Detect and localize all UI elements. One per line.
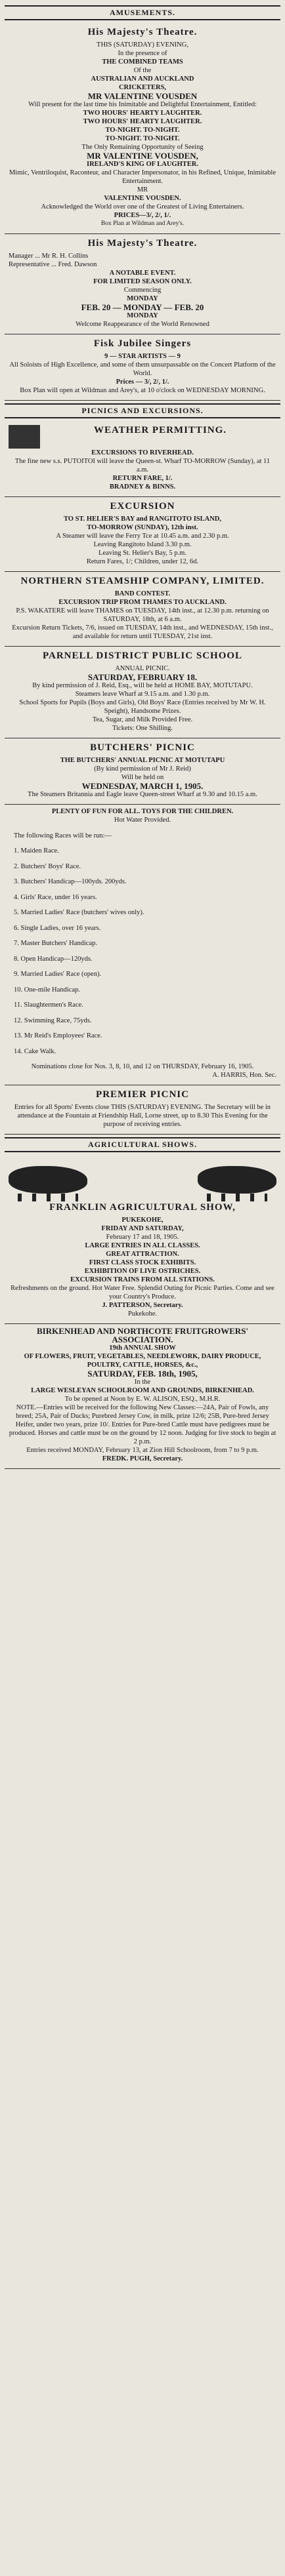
text-line: In the — [134, 1379, 151, 1386]
text-line: (By kind permission of Mr J. Reid) — [94, 765, 191, 773]
list-item: 6. Single Ladies, over 16 years. — [14, 924, 101, 932]
text-line: Acknowledged the World over one of the Greatest of Living Entertainers. — [41, 203, 244, 211]
text-line: NOTE.—Entries will be received for the following New Classes:—24A, Pair of Fowls, any breed; 25A, Pair of Ducks; Purebred Jersey Cow, in milk, prize 12/6; 25B, Pure-bred Jersey Heifer, under two years, prize 10/. Entries for Pure-bred Cattle must have pedigrees must be produced. Horses and cattle must be on the ground by 12 noon. Judging for live stock to begin at 2 p.m. — [9, 1404, 278, 1445]
text-line: By kind permission of J. Reid, Esq., will be held at HOME BAY, MOTUTAPU. — [32, 682, 253, 689]
text-line: MONDAY — [127, 312, 158, 319]
list-item: 11. Slaughtermen's Race. — [14, 1001, 83, 1009]
list-item: 4. Girls' Race, under 16 years. — [14, 893, 97, 901]
text-line: Welcome Reappearance of the World Renowned — [76, 321, 209, 328]
text-line: The Only Remaining Opportunity of Seeing — [81, 144, 204, 151]
text-line: Return Fares, 1/; Children, under 12, 6d. — [86, 558, 199, 565]
text-line: In the presence of — [118, 50, 167, 57]
text-line: Tea, Sugar, and Milk Provided Free. — [92, 716, 193, 723]
ad-title: Fisk Jubilee Singers — [93, 338, 192, 349]
text-line: The fine new s.s. PUTOITOI will leave the Queen-st. Wharf TO-MORROW (Sunday), at 11 a.m. — [14, 458, 272, 473]
text-line: FIRST CLASS STOCK EXHIBITS. — [89, 1259, 196, 1266]
ad-title: His Majesty's Theatre. — [87, 27, 198, 37]
text-line: EXCURSIONS TO RIVERHEAD. — [91, 449, 194, 456]
text-line: FOR LIMITED SEASON ONLY. — [93, 278, 192, 285]
text-line: Nominations close for Nos. 3, 8, 10, and 12 on THURSDAY, February 16, 1905. — [31, 1063, 254, 1070]
text-line: TO-NIGHT. TO-NIGHT. — [105, 135, 180, 142]
ad-title: WEATHER PERMITTING. — [93, 425, 227, 435]
list-item: 8. Open Handicap—120yds. — [14, 955, 93, 963]
text-line: Entries for all Sports' Events close THIS (SATURDAY) EVENING. The Secretary will be in attendance at the Fountain at Friendship Hall, Lorne street, up to 8.30 This Evening for the purpose of receiving entries. — [14, 1104, 273, 1128]
ad-franklin-show — [5, 1155, 280, 1324]
text-line: GREAT ATTRACTION. — [106, 1251, 179, 1258]
text-line: SATURDAY, FEBRUARY 18. — [87, 672, 198, 682]
text-line: FREDK. PUGH, Secretary. — [102, 1455, 183, 1462]
text-line: A. HARRIS, Hon. Sec. — [212, 1072, 276, 1079]
ad-title: His Majesty's Theatre. — [87, 238, 198, 249]
text-line: Entries received MONDAY, February 13, at Zion Hill Schoolroom, from 7 to 9 p.m. — [26, 1447, 259, 1454]
text-line: 9 — STAR ARTISTS — 9 — [104, 353, 181, 360]
text-line: A NOTABLE EVENT. — [109, 270, 176, 277]
text-line: Box Plan at Wildman and Arey's. — [100, 220, 185, 227]
ad-butchers-races — [5, 805, 280, 1085]
text-line: MR VALENTINE VOUSDEN, — [87, 151, 198, 161]
text-line: Prices — 3/, 2/, 1/. — [116, 378, 169, 386]
text-line: BRADNEY & BINNS. — [109, 483, 176, 491]
text-line: PRICES—3/, 2/, 1/. — [114, 212, 171, 219]
ad-northern-steamship — [5, 572, 280, 647]
cattle-illustration — [9, 1166, 87, 1194]
ad-butchers-picnic — [5, 738, 280, 805]
list-item: 1. Maiden Race. — [14, 847, 59, 855]
text-line: Manager ... Mr R. H. Collins — [9, 252, 89, 260]
text-line: 19th ANNUAL SHOW — [109, 1344, 176, 1352]
ad-weather-permitting — [5, 421, 280, 497]
text-line: To be opened at Noon by E. W. ALISON, ESQ., M.H.R. — [64, 1396, 221, 1403]
text-line: Representative ... Fred. Dawson — [9, 261, 97, 268]
text-line: MR VALENTINE VOUSDEN — [87, 91, 198, 101]
ad-majestys-theatre-vousden — [5, 23, 280, 234]
text-line: FEB. 20 — MONDAY — FEB. 20 — [81, 302, 204, 312]
weather-icon — [9, 425, 40, 449]
text-line: BAND CONTEST. — [114, 590, 171, 597]
text-line: MR — [137, 186, 148, 193]
ad-parnell-school-picnic — [5, 647, 280, 738]
text-line: Hot Water Provided. — [114, 816, 171, 824]
text-line: EXHIBITION OF LIVE OSTRICHES. — [84, 1268, 201, 1275]
text-line: SATURDAY, FEB. 18th, 1905, — [87, 1369, 198, 1379]
text-line: TO-NIGHT. TO-NIGHT. — [105, 127, 180, 134]
text-line: PUKEKOHE, — [121, 1217, 164, 1224]
text-line: EXCURSION TRIP FROM THAMES TO AUCKLAND. — [58, 599, 227, 606]
text-line: J. PATTERSON, Secretary. — [102, 1302, 183, 1309]
list-item: 2. Butchers' Boys' Race. — [14, 862, 81, 870]
list-item: 7. Master Butchers' Handicap. — [14, 940, 97, 947]
text-line: TWO HOURS' HEARTY LAUGHTER. — [83, 110, 202, 117]
ad-fisk-jubilee-singers — [5, 334, 280, 401]
text-line: Leaving St. Helier's Bay, 5 p.m. — [99, 550, 186, 557]
text-line: LARGE ENTRIES IN ALL CLASSES. — [85, 1242, 200, 1249]
ad-title: PREMIER PICNIC — [96, 1089, 189, 1100]
text-line: TO-MORROW (SUNDAY), 12th inst. — [87, 524, 198, 531]
text-line: Of the — [133, 67, 152, 74]
text-line: LARGE WESLEYAN SCHOOLROOM AND GROUNDS, BIRKENHEAD. — [31, 1387, 254, 1394]
text-line: Leaving Rangitoto Island 3.30 p.m. — [93, 541, 192, 548]
text-line: PLENTY OF FUN FOR ALL. TOYS FOR THE CHILDREN. — [51, 808, 234, 815]
ad-birkenhead-show — [5, 1324, 280, 1469]
text-line: Commencing — [123, 287, 162, 294]
text-line: The Steamers Britannia and Eagle leave Queen-street Wharf at 9.30 and 10.15 a.m. — [28, 791, 257, 798]
text-line: THE BUTCHERS' ANNUAL PICNIC AT MOTUTAPU — [60, 757, 225, 764]
text-line: BIRKENHEAD AND NORTHCOTE FRUITGROWERS' ASSOCIATION. — [36, 1326, 250, 1344]
text-line: Excursion Return Tickets, 7/6, issued on TUESDAY, 14th inst., and WEDNESDAY, 15th inst., and available for return until TUESDAY, 21st inst. — [12, 624, 275, 640]
text-line: Mimic, Ventriloquist, Raconteur, and Character Impersonator, in his Refined, Unique, Inimitable Entertainment. — [9, 169, 278, 185]
text-line: WEDNESDAY, MARCH 1, 1905. — [81, 781, 204, 791]
list-item: 12. Swimming Race, 75yds. — [14, 1016, 92, 1024]
text-line: Tickets: One Shilling. — [112, 725, 173, 732]
text-line: February 17 and 18, 1905. — [106, 1234, 179, 1241]
text-line: Box Plan will open at Wildman and Arey's, at 10 o'clock on WEDNESDAY MORNING. — [20, 387, 265, 394]
text-line: Refreshments on the ground. Hot Water Free. Splendid Outing for Picnic Parties. Come and see your Country's Produce. — [11, 1285, 276, 1300]
livestock-illustration — [9, 1160, 276, 1199]
list-item: 3. Butchers' Handicap—100yds. 200yds. — [14, 878, 127, 885]
text-line: AUSTRALIAN AND AUCKLAND — [91, 75, 194, 83]
text-line: VALENTINE VOUSDEN. — [104, 195, 181, 202]
text-line: CRICKETERS, — [118, 84, 167, 91]
list-item: 10. One-mile Handicap. — [14, 986, 80, 994]
text-line: School Sports for Pupils (Boys and Girls), Old Boys' Race (Entries received by Mr W. H. Speight), Handsome Prizes. — [19, 699, 268, 715]
text-line: P.S. WAKATERE will leave THAMES on TUESDAY, 14th inst., at 12.30 p.m. returning on SATURDAY, 18th, at 6 a.m. — [16, 607, 271, 623]
text-line: Will be held on — [121, 774, 164, 781]
list-item: 5. Married Ladies' Race (butchers' wives only). — [14, 909, 144, 916]
section-header-shows: AGRICULTURAL SHOWS. — [5, 1137, 280, 1152]
text-line: FRIDAY AND SATURDAY, — [101, 1225, 184, 1232]
text-line: TO ST. HELIER'S BAY and RANGITOTO ISLAND, — [63, 515, 222, 523]
list-item: 13. Mr Reid's Employees' Race. — [14, 1032, 102, 1039]
ad-title: FRANKLIN AGRICULTURAL SHOW, — [49, 1202, 236, 1213]
ad-title: PARNELL DISTRICT PUBLIC SCHOOL — [42, 651, 243, 661]
text-line: IRELAND'S KING OF LAUGHTER. — [87, 161, 198, 168]
text-line: MONDAY — [127, 295, 158, 302]
text-line: All Soloists of High Excellence, and some of them unsurpassable on the Concert Platform of the World. — [9, 361, 278, 377]
text-line: Pukekohe. — [127, 1310, 158, 1318]
list-item: 14. Cake Walk. — [14, 1047, 56, 1055]
list-item: 9. Married Ladies' Race (open). — [14, 971, 102, 978]
ad-majestys-theatre-notable-event — [5, 234, 280, 334]
ad-title: NORTHERN STEAMSHIP COMPANY, LIMITED. — [20, 576, 265, 586]
text-line: OF FLOWERS, FRUIT, VEGETABLES, NEEDLEWORK, DAIRY PRODUCE, POULTRY, CATTLE, HORSES, &c., — [24, 1353, 263, 1369]
text-line: TWO HOURS' HEARTY LAUGHTER. — [83, 118, 202, 125]
text-line: EXCURSION TRAINS FROM ALL STATIONS. — [70, 1276, 215, 1283]
ad-title: BUTCHERS' PICNIC — [90, 742, 195, 753]
horse-illustration — [198, 1166, 276, 1194]
text-line: A Steamer will leave the Ferry Tce at 10.45 a.m. and 2.30 p.m. — [56, 533, 229, 540]
text-line: Will present for the last time his Inimitable and Delightful Entertainment, Entitled: — [28, 101, 257, 108]
ad-premier-picnic — [5, 1085, 280, 1135]
text-line: THIS (SATURDAY) EVENING, — [97, 41, 188, 49]
section-header-amusements: AMUSEMENTS. — [5, 5, 280, 20]
text-line: Steamers leave Wharf at 9.15 a.m. and 1.30 p.m. — [75, 691, 210, 698]
section-header-picnics: PICNICS AND EXCURSIONS. — [5, 403, 280, 418]
text-line: ANNUAL PICNIC. — [115, 665, 170, 672]
list-item: The following Races will be run:— — [14, 832, 112, 839]
text-line: RETURN FARE, 1/. — [112, 475, 173, 482]
newspaper-column — [5, 0, 280, 1469]
ad-excursion-st-heliers — [5, 497, 280, 572]
ad-title: EXCURSION — [110, 501, 175, 512]
text-line: THE COMBINED TEAMS — [102, 58, 183, 66]
